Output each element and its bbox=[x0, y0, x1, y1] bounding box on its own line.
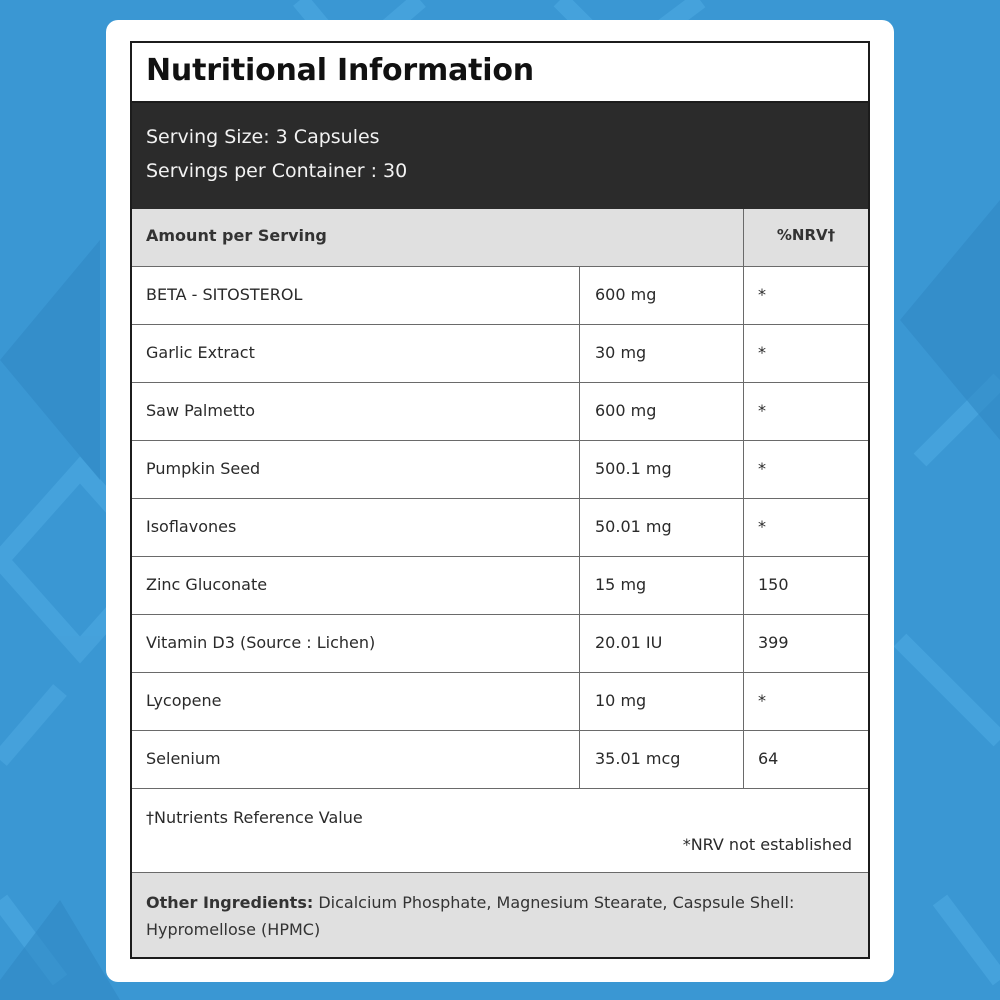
serving-info bbox=[132, 103, 868, 209]
nutrient-amount: 15 mg bbox=[595, 575, 647, 594]
servings-per-container: Servings per Container : 30 bbox=[146, 160, 408, 182]
nutrient-rows bbox=[132, 267, 868, 789]
column-divider bbox=[743, 441, 744, 498]
serving-size: Serving Size: 3 Capsules bbox=[146, 126, 380, 148]
page-title: Nutritional Information bbox=[146, 53, 534, 88]
column-divider bbox=[743, 499, 744, 556]
table-header bbox=[132, 209, 868, 267]
nutrient-name: Vitamin D3 (Source : Lichen) bbox=[146, 633, 376, 652]
nutrient-name: BETA - SITOSTEROL bbox=[146, 285, 303, 304]
nutrient-nrv: * bbox=[758, 517, 766, 536]
nutrient-nrv: * bbox=[758, 459, 766, 478]
nutrient-amount: 600 mg bbox=[595, 285, 657, 304]
column-divider bbox=[579, 441, 580, 498]
table-row bbox=[132, 673, 868, 731]
nutrient-amount: 20.01 IU bbox=[595, 633, 663, 652]
nutrient-name: Saw Palmetto bbox=[146, 401, 256, 420]
column-divider bbox=[579, 673, 580, 730]
nutrient-nrv: * bbox=[758, 285, 766, 304]
nutrient-name: Isoflavones bbox=[146, 517, 237, 536]
other-ingredients bbox=[132, 873, 868, 957]
nutrient-name: Selenium bbox=[146, 749, 221, 768]
nutrient-amount: 10 mg bbox=[595, 691, 647, 710]
nutrient-amount: 50.01 mg bbox=[595, 517, 672, 536]
nutrient-name: Garlic Extract bbox=[146, 343, 255, 362]
nutrient-nrv: 399 bbox=[758, 633, 789, 652]
nutrient-nrv: 64 bbox=[758, 749, 779, 768]
table-row bbox=[132, 325, 868, 383]
table-row bbox=[132, 557, 868, 615]
column-divider bbox=[743, 615, 744, 672]
table-row bbox=[132, 383, 868, 441]
column-divider bbox=[579, 557, 580, 614]
nrv-definition-note: †Nutrients Reference Value bbox=[146, 808, 363, 827]
nutrient-nrv: * bbox=[758, 691, 766, 710]
nutrition-card bbox=[106, 20, 894, 982]
column-divider bbox=[579, 731, 580, 788]
nutrient-amount: 30 mg bbox=[595, 343, 647, 362]
column-divider bbox=[579, 383, 580, 440]
column-divider bbox=[579, 499, 580, 556]
column-divider bbox=[743, 267, 744, 324]
table-row bbox=[132, 499, 868, 557]
header-nrv: %NRV† bbox=[776, 226, 836, 244]
title-row bbox=[132, 43, 868, 103]
table-row bbox=[132, 267, 868, 325]
column-divider bbox=[743, 557, 744, 614]
header-amount-per-serving: Amount per Serving bbox=[146, 226, 327, 245]
nutrient-amount: 500.1 mg bbox=[595, 459, 672, 478]
column-divider bbox=[579, 615, 580, 672]
table-row bbox=[132, 441, 868, 499]
nutrient-nrv: * bbox=[758, 401, 766, 420]
column-divider bbox=[743, 673, 744, 730]
nrv-not-established-note: *NRV not established bbox=[682, 835, 852, 854]
nutrient-nrv: * bbox=[758, 343, 766, 362]
table-row bbox=[132, 615, 868, 673]
nutrient-amount: 35.01 mcg bbox=[595, 749, 681, 768]
table-row bbox=[132, 731, 868, 789]
column-divider bbox=[579, 325, 580, 382]
footnotes bbox=[132, 789, 868, 873]
nutrient-name: Lycopene bbox=[146, 691, 222, 710]
nutrient-nrv: 150 bbox=[758, 575, 789, 594]
nutrient-amount: 600 mg bbox=[595, 401, 657, 420]
column-divider bbox=[579, 267, 580, 324]
nutrient-name: Zinc Gluconate bbox=[146, 575, 268, 594]
other-ingredients-text bbox=[146, 889, 846, 943]
other-ingredients-list: Dicalcium Phosphate, Magnesium Stearate, Caspsule Shell: Hypromellose (HPMC) bbox=[146, 893, 795, 939]
nutrient-name: Pumpkin Seed bbox=[146, 459, 261, 478]
column-divider bbox=[743, 731, 744, 788]
column-divider bbox=[743, 383, 744, 440]
other-ingredients-label: Other Ingredients: bbox=[146, 893, 314, 912]
column-divider bbox=[743, 325, 744, 382]
nutrition-panel bbox=[130, 41, 870, 959]
